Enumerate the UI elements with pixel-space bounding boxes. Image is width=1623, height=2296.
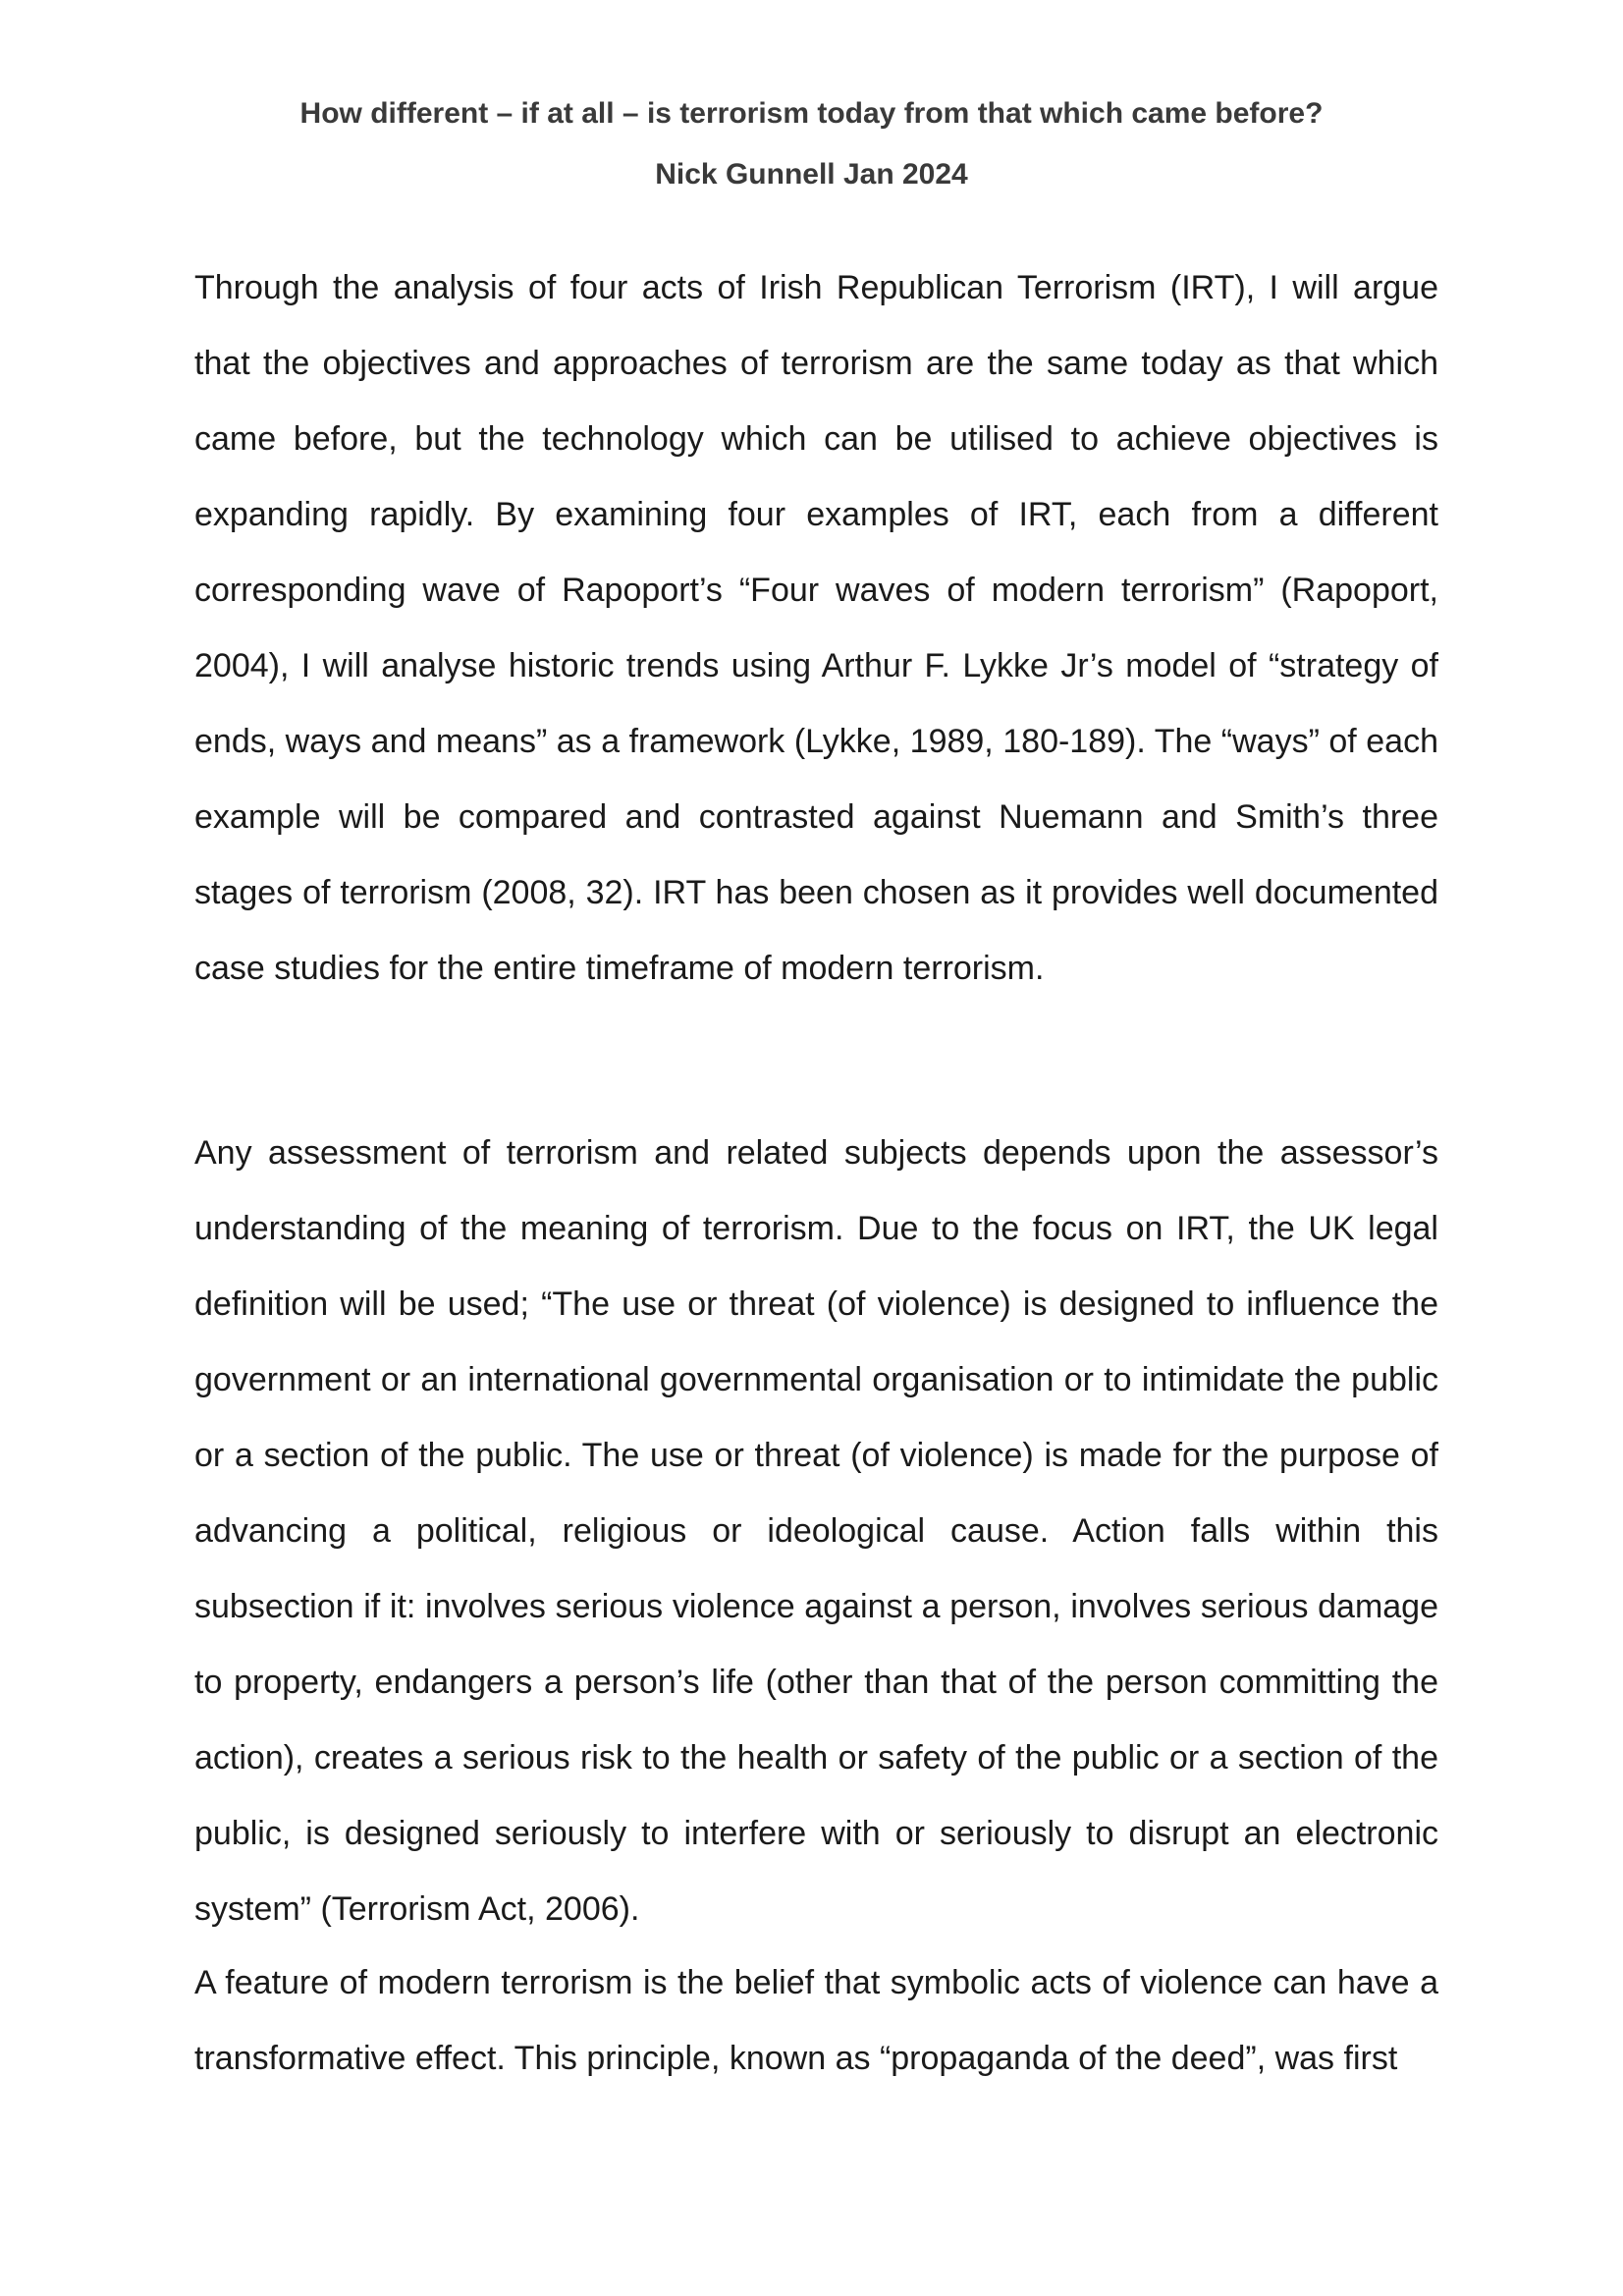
document-title: How different – if at all – is terrorism today from that which came before?: [299, 97, 1324, 130]
body-paragraph-1: Through the analysis of four acts of Irish Republican Terrorism (IRT), I will argue that the objectives and approaches of terrorism are the same today as that which came before, but the technology which can be utilised to achieve objectives is expanding rapidly. By examining four examples of IRT, each from a different corresponding wave of Rapoport’s “Four waves of modern terrorism” (Rapoport, 2004), I will analyse historic trends using Arthur F. Lykke Jr’s model of “strategy of ends, ways and means” as a framework (Lykke, 1989, 180-189). The “ways” of each example will be compared and contrasted against Nuemann and Smith’s three stages of terrorism (2008, 32). IRT has been chosen as it provides well documented case studies for the entire timeframe of modern terrorism.: [194, 269, 1438, 987]
body-paragraph-3: A feature of modern terrorism is the belief that symbolic acts of violence can have a transformative effect. This principle, known as “propaganda of the deed”, was first: [194, 1964, 1438, 2077]
document-byline: Nick Gunnell Jan 2024: [655, 158, 968, 191]
body-paragraph-2: Any assessment of terrorism and related subjects depends upon the assessor’s understanding of the meaning of terrorism. Due to the focus on IRT, the UK legal definition will be used; “The use or threat (of violence) is designed to influence the government or an international governmental organisation or to intimidate the public or a section of the public. The use or threat (of violence) is made for the purpose of advancing a political, religious or ideological cause. Action falls within this subsection if it: involves serious violence against a person, involves serious damage to property, endangers a person’s life (other than that of the person committing the action), creates a serious risk to the health or safety of the public or a section of the public, is designed seriously to interfere with or seriously to disrupt an electronic system” (Terrorism Act, 2006).: [194, 1134, 1438, 1928]
